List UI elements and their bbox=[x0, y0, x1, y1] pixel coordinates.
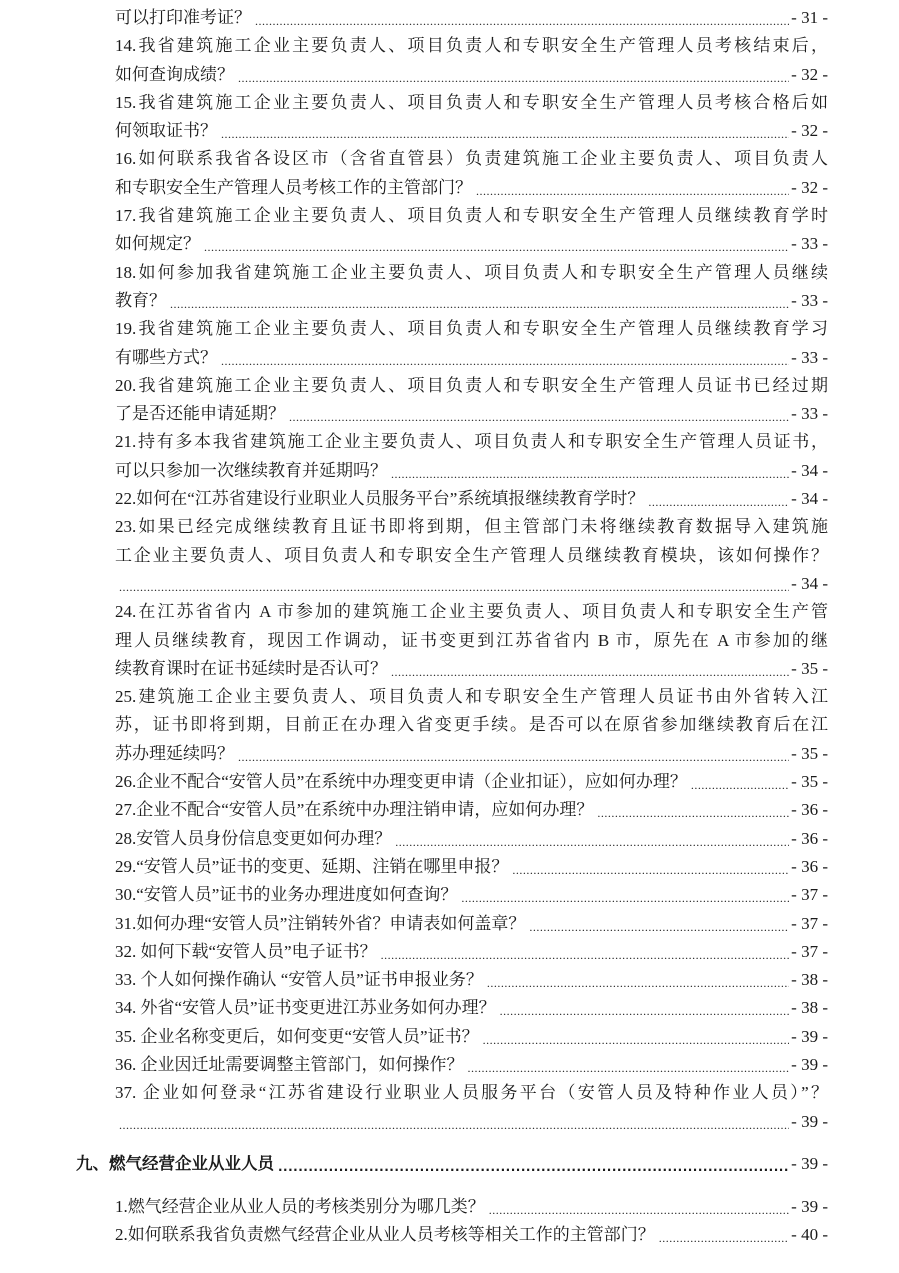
toc-entry-text: 33. 个人如何操作确认 “安管人员”证书申报业务？ bbox=[115, 970, 483, 990]
toc-entry[interactable] bbox=[115, 485, 828, 513]
toc-entry-line: 25.建筑施工企业主要负责人、项目负责人和专职安全生产管理人员证书由外省转入江 bbox=[115, 687, 828, 707]
toc-entry-last-line bbox=[115, 174, 828, 202]
toc-page-number: - 36 - bbox=[791, 800, 828, 820]
dot-leader bbox=[487, 966, 789, 994]
toc-entry-last-line bbox=[115, 938, 828, 966]
toc-entry[interactable] bbox=[115, 881, 828, 909]
toc-entry-line: 21.持有多本我省建筑施工企业主要负责人、项目负责人和专职安全生产管理人员证书， bbox=[115, 432, 828, 452]
toc-entry-line: 23.如果已经完成继续教育且证书即将到期，但主管部门未将继续教育数据导入建筑施 bbox=[115, 517, 828, 537]
toc-entry-line: 15.我省建筑施工企业主要负责人、项目负责人和专职安全生产管理人员考核合格后如 bbox=[115, 92, 828, 112]
toc-page-number: - 34 - bbox=[791, 460, 828, 480]
dot-leader bbox=[391, 655, 789, 683]
toc-entry-text: 1.燃气经营企业从业人员的考核类别分为哪几类？ bbox=[115, 1197, 485, 1216]
toc-entry-text: 和专职安全生产管理人员考核工作的主管部门？ bbox=[115, 177, 472, 197]
toc-entry-line: 16.如何联系我省各设区市（含省直管县）负责建筑施工企业主要负责人、项目负责人 bbox=[115, 149, 828, 169]
dot-leader bbox=[691, 768, 789, 796]
toc-entry-last-line bbox=[115, 1108, 828, 1136]
toc-entry-text: 35. 企业名称变更后，如何变更“安管人员”证书？ bbox=[115, 1026, 479, 1046]
toc-entry[interactable] bbox=[115, 372, 828, 429]
toc-entry[interactable] bbox=[115, 1023, 828, 1051]
toc-entry[interactable] bbox=[115, 768, 828, 796]
toc-page-number: - 34 - bbox=[791, 573, 828, 593]
toc-entry-line: 19.我省建筑施工企业主要负责人、项目负责人和专职安全生产管理人员继续教育学习 bbox=[115, 319, 828, 339]
toc-page-number: - 39 - bbox=[791, 1026, 828, 1046]
toc-entry-text: 27.企业不配合“安管人员”在系统中办理注销申请，应如何办理？ bbox=[115, 800, 594, 820]
toc-entry[interactable] bbox=[115, 1051, 828, 1079]
toc-entry[interactable] bbox=[115, 1193, 828, 1221]
toc-entry[interactable] bbox=[115, 202, 828, 259]
toc-entry-text: 2.如何联系我省负责燃气经营企业从业人员考核等相关工作的主管部门？ bbox=[115, 1225, 655, 1245]
toc-entry[interactable] bbox=[115, 796, 828, 824]
dot-leader bbox=[238, 61, 789, 89]
toc-entry-text: 36. 企业因迁址需要调整主管部门，如何操作？ bbox=[115, 1054, 464, 1074]
toc-entry[interactable] bbox=[115, 259, 828, 316]
table-of-contents bbox=[115, 4, 828, 1136]
dot-leader bbox=[238, 740, 789, 768]
toc-entry-line: 20.我省建筑施工企业主要负责人、项目负责人和专职安全生产管理人员证书已经过期 bbox=[115, 375, 828, 395]
toc-entry[interactable] bbox=[115, 853, 828, 881]
dot-leader bbox=[468, 1051, 790, 1079]
toc-page-number: - 33 - bbox=[791, 234, 828, 254]
toc-entry[interactable] bbox=[115, 910, 828, 938]
toc-page-number: - 39 - bbox=[791, 1054, 828, 1074]
dot-leader bbox=[255, 4, 789, 32]
toc-entry-last-line bbox=[115, 910, 828, 938]
toc-page-number: - 39 - bbox=[791, 1197, 828, 1216]
toc-entry-text: 有哪些方式？ bbox=[115, 347, 217, 367]
toc-page-number: - 38 - bbox=[791, 970, 828, 990]
dot-leader bbox=[529, 910, 789, 938]
toc-entry-last-line bbox=[115, 655, 828, 683]
toc-page-number: - 37 - bbox=[791, 885, 828, 905]
toc-entry-last-line bbox=[115, 768, 828, 796]
toc-entry-text: 可以只参加一次继续教育并延期吗？ bbox=[115, 460, 387, 480]
toc-entry-text: 28.安管人员身份信息变更如何办理？ bbox=[115, 828, 392, 848]
dot-leader bbox=[476, 174, 789, 202]
toc-entry-last-line bbox=[115, 1023, 828, 1051]
dot-leader bbox=[170, 287, 789, 315]
toc-entry[interactable] bbox=[115, 89, 828, 146]
toc-page-number: - 40 - bbox=[791, 1225, 828, 1245]
section-entries bbox=[115, 1193, 828, 1250]
toc-entry-last-line bbox=[115, 1221, 828, 1249]
toc-entry[interactable] bbox=[115, 1221, 828, 1249]
toc-entry-text: 34. 外省“安管人员”证书变更进江苏业务如何办理？ bbox=[115, 998, 496, 1018]
toc-page-number: - 32 - bbox=[791, 177, 828, 197]
toc-entry-text: 了是否还能申请延期？ bbox=[115, 404, 285, 424]
toc-entry-line: 14.我省建筑施工企业主要负责人、项目负责人和专职安全生产管理人员考核结束后， bbox=[115, 36, 828, 56]
toc-entry-last-line bbox=[115, 485, 828, 513]
toc-entry-last-line bbox=[115, 344, 828, 372]
section-page-number: - 39 - bbox=[791, 1154, 828, 1173]
toc-entry-last-line bbox=[115, 570, 828, 598]
toc-entry-last-line bbox=[115, 825, 828, 853]
toc-entry[interactable] bbox=[115, 513, 828, 598]
toc-entry-text: 29.“安管人员”证书的变更、延期、注销在哪里申报？ bbox=[115, 856, 509, 876]
toc-entry[interactable] bbox=[115, 825, 828, 853]
toc-entry[interactable] bbox=[115, 966, 828, 994]
toc-entry[interactable] bbox=[115, 428, 828, 485]
toc-entry-text: 苏办理延续吗？ bbox=[115, 743, 234, 763]
toc-entry[interactable] bbox=[115, 938, 828, 966]
toc-entry[interactable] bbox=[115, 4, 828, 32]
dot-leader bbox=[489, 1193, 789, 1221]
dot-leader bbox=[597, 796, 789, 824]
toc-page-number: - 34 - bbox=[791, 489, 828, 509]
toc-page-number: - 33 - bbox=[791, 404, 828, 424]
toc-page-number: - 37 - bbox=[791, 913, 828, 933]
toc-page-number: - 32 - bbox=[791, 121, 828, 141]
toc-entry-line: 理人员继续教育，现因工作调动，证书变更到江苏省省内 B 市，原先在 A 市参加的继 bbox=[115, 630, 828, 650]
toc-entry[interactable] bbox=[115, 32, 828, 89]
toc-entry-last-line bbox=[115, 4, 828, 32]
dot-leader bbox=[483, 1023, 790, 1051]
toc-section-heading[interactable] bbox=[76, 1150, 828, 1178]
toc-entry-text: 何领取证书？ bbox=[115, 121, 217, 141]
toc-entry-last-line bbox=[115, 966, 828, 994]
toc-entry[interactable] bbox=[115, 315, 828, 372]
dot-leader bbox=[278, 1150, 789, 1178]
toc-entry-text: 22.如何在“江苏省建设行业职业人员服务平台”系统填报继续教育学时？ bbox=[115, 489, 645, 509]
toc-entry-text: 教育？ bbox=[115, 290, 166, 310]
toc-entry-last-line bbox=[115, 994, 828, 1022]
dot-leader bbox=[500, 994, 790, 1022]
toc-entry-text: 可以打印准考证？ bbox=[115, 8, 251, 27]
toc-page-number: - 36 - bbox=[791, 856, 828, 876]
dot-leader bbox=[659, 1221, 789, 1249]
toc-entry-line: 24.在江苏省省内 A 市参加的建筑施工企业主要负责人、项目负责人和专职安全生产管 bbox=[115, 602, 828, 622]
toc-entry-text: 如何规定？ bbox=[115, 234, 200, 254]
toc-entry-line: 工企业主要负责人、项目负责人和专职安全生产管理人员继续教育模块，该如何操作？ bbox=[115, 545, 828, 565]
toc-entry-line: 18.如何参加我省建筑施工企业主要负责人、项目负责人和专职安全生产管理人员继续 bbox=[115, 262, 828, 282]
toc-entry-last-line bbox=[115, 457, 828, 485]
dot-leader bbox=[395, 825, 789, 853]
toc-entry-text: 31.如何办理“安管人员”注销转外省？申请表如何盖章？ bbox=[115, 913, 526, 933]
toc-entry-text: 如何查询成绩？ bbox=[115, 64, 234, 84]
toc-entry-last-line bbox=[115, 61, 828, 89]
toc-entry[interactable] bbox=[115, 683, 828, 768]
toc-entry-text: 30.“安管人员”证书的业务办理进度如何查询？ bbox=[115, 885, 458, 905]
toc-entry-last-line bbox=[115, 287, 828, 315]
toc-entry-line: 苏，证书即将到期，目前正在办理入省变更手续。是否可以在原省参加继续教育后在江 bbox=[115, 715, 828, 735]
dot-leader bbox=[391, 457, 789, 485]
toc-entry-last-line bbox=[115, 230, 828, 258]
toc-entry[interactable] bbox=[115, 994, 828, 1022]
dot-leader bbox=[461, 881, 789, 909]
toc-entry-line: 17.我省建筑施工企业主要负责人、项目负责人和专职安全生产管理人员继续教育学时 bbox=[115, 206, 828, 226]
toc-entry[interactable] bbox=[115, 598, 828, 683]
dot-leader bbox=[381, 938, 790, 966]
toc-page-number: - 32 - bbox=[791, 64, 828, 84]
toc-entry-last-line bbox=[115, 853, 828, 881]
toc-entry[interactable] bbox=[115, 1079, 828, 1136]
dot-leader bbox=[119, 1108, 789, 1136]
toc-entry-last-line bbox=[115, 1193, 828, 1221]
toc-page-number: - 38 - bbox=[791, 998, 828, 1018]
dot-leader bbox=[512, 853, 789, 881]
dot-leader bbox=[221, 117, 789, 145]
dot-leader bbox=[221, 344, 789, 372]
toc-entry-last-line bbox=[115, 740, 828, 768]
toc-entry-last-line bbox=[115, 117, 828, 145]
toc-page-number: - 39 - bbox=[791, 1111, 828, 1131]
dot-leader bbox=[119, 570, 789, 598]
toc-page-number: - 35 - bbox=[791, 658, 828, 678]
toc-entry-text: 32. 如何下载“安管人员”电子证书？ bbox=[115, 941, 377, 961]
toc-page-number: - 35 - bbox=[791, 772, 828, 792]
toc-entry-text: 续教育课时在证书延续时是否认可？ bbox=[115, 658, 387, 678]
toc-page-number: - 33 - bbox=[791, 290, 828, 310]
toc-entry-last-line bbox=[115, 1051, 828, 1079]
toc-entry-line: 37. 企业如何登录“江苏省建设行业职业人员服务平台（安管人员及特种作业人员）”？ bbox=[115, 1083, 828, 1103]
dot-leader bbox=[648, 485, 789, 513]
section-title: 九、燃气经营企业从业人员 bbox=[76, 1154, 274, 1173]
toc-entry-last-line bbox=[115, 881, 828, 909]
toc-page-number: - 31 - bbox=[791, 8, 828, 27]
toc-page-number: - 37 - bbox=[791, 941, 828, 961]
toc-page-number: - 35 - bbox=[791, 743, 828, 763]
dot-leader bbox=[289, 400, 789, 428]
toc-entry[interactable] bbox=[115, 145, 828, 202]
toc-page-number: - 36 - bbox=[791, 828, 828, 848]
toc-entry-last-line bbox=[115, 796, 828, 824]
toc-entry-last-line bbox=[115, 400, 828, 428]
toc-entry-text: 26.企业不配合“安管人员”在系统中办理变更申请（企业扣证），应如何办理？ bbox=[115, 772, 687, 792]
toc-page-number: - 33 - bbox=[791, 347, 828, 367]
dot-leader bbox=[204, 230, 789, 258]
